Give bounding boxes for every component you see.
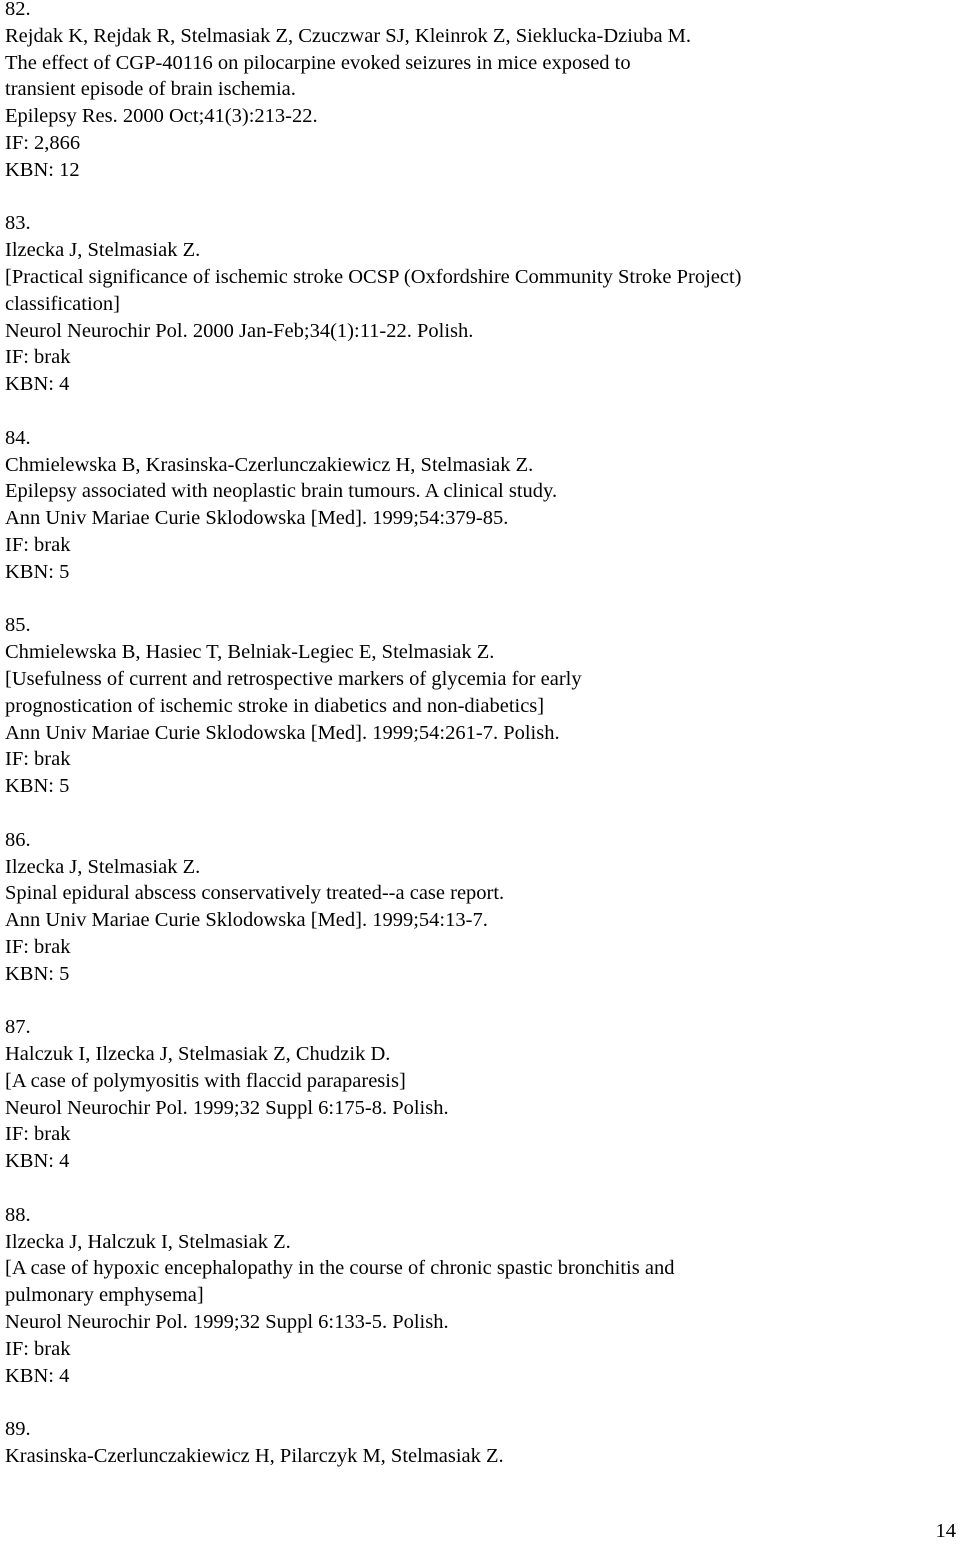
entry-authors: Ilzecka J, Stelmasiak Z. (5, 855, 201, 878)
entry-authors: Chmielewska B, Hasiec T, Belniak-Legiec E, Stelmasiak Z. (5, 641, 495, 664)
entry-citation: Epilepsy Res. 2000 Oct;41(3):213-22. (5, 105, 318, 128)
entry-kbn-score: KBN: 4 (5, 1150, 70, 1173)
entry-kbn-score: KBN: 4 (5, 373, 70, 396)
publication-entry (5, 210, 945, 398)
publication-entry (5, 425, 945, 586)
entry-title: Epilepsy associated with neoplastic brain tumours. A clinical study. (5, 480, 558, 503)
entry-impact-factor: IF: brak (5, 935, 71, 958)
entry-authors: Krasinska-Czerlunczakiewicz H, Pilarczyk M, Stelmasiak Z. (5, 1445, 504, 1468)
entry-impact-factor: IF: brak (5, 1123, 71, 1146)
entry-number: 84. (5, 426, 31, 449)
publication-entry (5, 612, 945, 800)
publication-entry (5, 1416, 945, 1470)
entry-citation: Neurol Neurochir Pol. 1999;32 Suppl 6:133-5. Polish. (5, 1311, 449, 1334)
entry-citation: Neurol Neurochir Pol. 2000 Jan-Feb;34(1):11-22. Polish. (5, 319, 474, 342)
entry-title: [A case of hypoxic encephalopathy in the course of chronic spastic bronchitis and (5, 1257, 675, 1280)
publication-list (5, 0, 945, 1470)
entry-title: prognostication of ischemic stroke in diabetics and non-diabetics] (5, 694, 545, 717)
entry-title: pulmonary emphysema] (5, 1284, 204, 1307)
publication-entry (5, 827, 945, 988)
entry-impact-factor: IF: brak (5, 748, 71, 771)
entry-title: Spinal epidural abscess conservatively treated--a case report. (5, 882, 505, 905)
publication-entry (5, 1014, 945, 1175)
entry-number: 88. (5, 1203, 31, 1226)
entry-citation: Ann Univ Mariae Curie Sklodowska [Med]. 1999;54:261-7. Polish. (5, 721, 560, 744)
entry-title: [A case of polymyositis with flaccid paraparesis] (5, 1069, 406, 1092)
entry-kbn-score: KBN: 5 (5, 962, 70, 985)
publication-entry (5, 0, 945, 184)
entry-kbn-score: KBN: 4 (5, 1364, 70, 1387)
entry-authors: Ilzecka J, Halczuk I, Stelmasiak Z. (5, 1230, 291, 1253)
entry-impact-factor: IF: brak (5, 533, 71, 556)
entry-citation: Neurol Neurochir Pol. 1999;32 Suppl 6:175-8. Polish. (5, 1096, 449, 1119)
entry-authors: Ilzecka J, Stelmasiak Z. (5, 239, 201, 262)
entry-number: 85. (5, 614, 31, 637)
entry-kbn-score: KBN: 5 (5, 560, 70, 583)
entry-impact-factor: IF: 2,866 (5, 131, 81, 154)
entry-kbn-score: KBN: 12 (5, 158, 80, 181)
entry-title: transient episode of brain ischemia. (5, 78, 296, 101)
entry-citation: Ann Univ Mariae Curie Sklodowska [Med]. 1999;54:379-85. (5, 507, 509, 530)
entry-kbn-score: KBN: 5 (5, 775, 70, 798)
entry-impact-factor: IF: brak (5, 1337, 71, 1360)
entry-title: classification] (5, 292, 120, 315)
entry-number: 82. (5, 0, 31, 20)
entry-authors: Halczuk I, Ilzecka J, Stelmasiak Z, Chudzik D. (5, 1043, 391, 1066)
entry-number: 86. (5, 828, 31, 851)
entry-citation: Ann Univ Mariae Curie Sklodowska [Med]. 1999;54:13-7. (5, 909, 488, 932)
publication-entry (5, 1202, 945, 1390)
entry-authors: Rejdak K, Rejdak R, Stelmasiak Z, Czuczwar SJ, Kleinrok Z, Sieklucka-Dziuba M. (5, 24, 692, 47)
entry-title: [Usefulness of current and retrospective markers of glycemia for early (5, 667, 582, 690)
page-number: 14 (935, 1520, 956, 1542)
entry-authors: Chmielewska B, Krasinska-Czerlunczakiewicz H, Stelmasiak Z. (5, 453, 534, 476)
entry-number: 87. (5, 1016, 31, 1039)
entry-title: The effect of CGP-40116 on pilocarpine evoked seizures in mice exposed to (5, 51, 631, 74)
entry-title: [Practical significance of ischemic stroke OCSP (Oxfordshire Community Stroke Project) (5, 265, 742, 288)
entry-impact-factor: IF: brak (5, 346, 71, 369)
entry-number: 89. (5, 1418, 31, 1441)
entry-number: 83. (5, 212, 31, 235)
